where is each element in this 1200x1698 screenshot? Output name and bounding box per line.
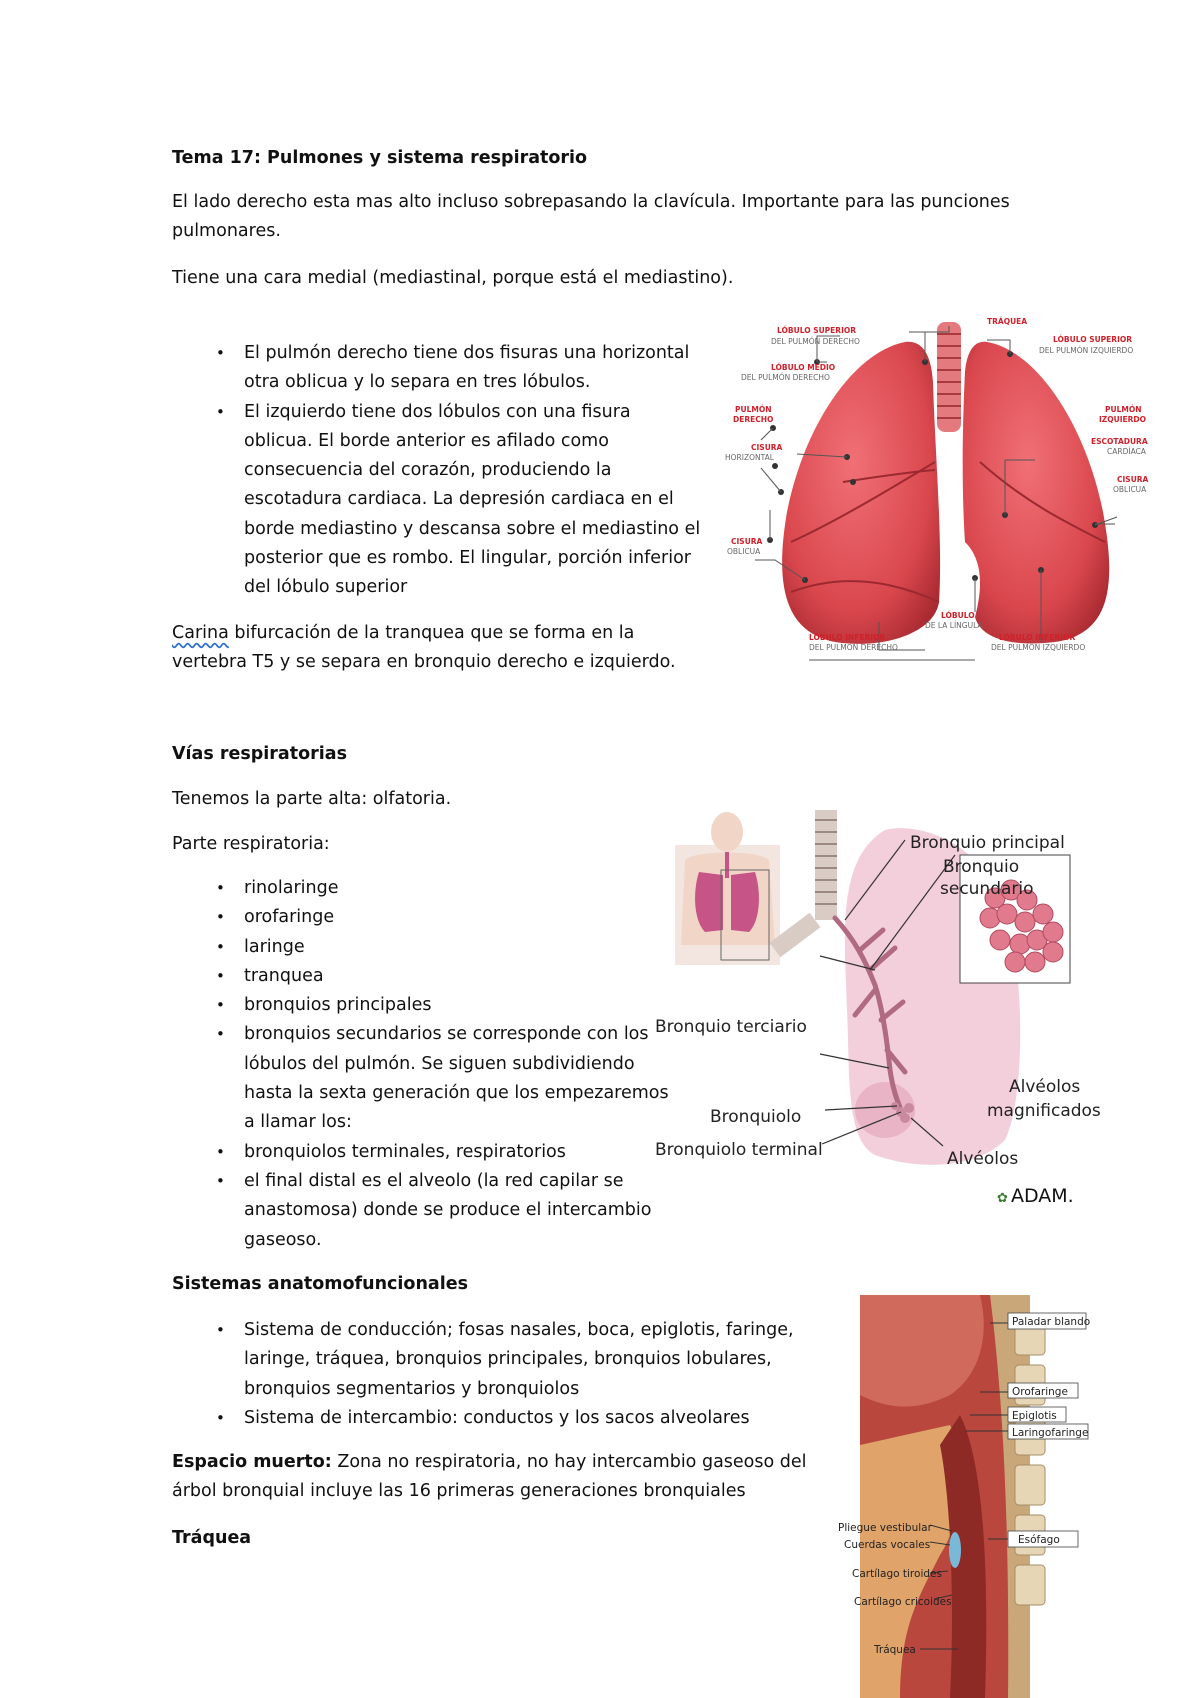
right-lung-shape: [782, 342, 940, 644]
label-lobulo-medio-2: DEL PULMÓN DERECHO: [741, 373, 830, 382]
label-alveolos: Alvéolos: [947, 1149, 1019, 1169]
bullet-icon: •: [216, 344, 225, 362]
label-cisura-horizontal: CISURA: [751, 443, 783, 452]
trachea-shape: [775, 810, 837, 950]
larynx-section-diagram: [840, 1295, 1160, 1698]
label-pulmon-derecho-2: DERECHO: [733, 415, 774, 424]
bullet-icon: •: [216, 908, 225, 927]
sistemas-heading: Sistemas anatomofuncionales: [172, 1274, 469, 1294]
list-item: • tranquea: [172, 962, 672, 991]
vias-alta-paragraph: Tenemos la parte alta: olfatoria.: [172, 789, 452, 809]
bullet-icon: •: [216, 1408, 225, 1427]
bullet-icon: •: [216, 996, 225, 1015]
espacio-muerto-term: Espacio muerto:: [172, 1452, 332, 1472]
left-lung-shape: [963, 342, 1110, 644]
label-bronquio-principal: Bronquio principal: [910, 833, 1065, 853]
label-bronquiolo: Bronquiolo: [710, 1107, 802, 1127]
respiratory-bullet-list: [172, 874, 672, 1255]
intro-paragraph-2: Tiene una cara medial (mediastinal, porque está el mediastino).: [172, 268, 734, 288]
label-traquea: Tráquea: [874, 1644, 916, 1656]
lung-bullet-list: [172, 339, 702, 603]
list-item: • bronquiolos terminales, respiratorios: [172, 1138, 672, 1167]
label-inferior-izq: LÓBULO INFERIOR: [999, 633, 1076, 642]
bullet-icon: •: [216, 1142, 225, 1161]
bullet-icon: •: [216, 879, 225, 897]
label-lobulo-medio: LÓBULO MEDIO: [771, 363, 836, 372]
label-lobulo-superior-izq-2: DEL PULMÓN IZQUIERDO: [1039, 346, 1134, 355]
label-inferior-der-2: DEL PULMÓN DERECHO: [809, 643, 898, 652]
vocal-fold-shape: [949, 1532, 961, 1568]
vias-heading: Vías respiratorias: [172, 744, 347, 764]
label-pliegue-vestibular: Pliegue vestibular: [838, 1522, 932, 1534]
label-pulmon-izquierdo-2: IZQUIERDO: [1099, 415, 1146, 424]
label-bronquio-secundario-2: secundario: [940, 879, 1034, 899]
torso-thumbnail: [675, 812, 780, 965]
label-cisura-oblicua-der-2: OBLICUA: [727, 547, 761, 556]
list-item: • rinolaringe: [172, 874, 672, 903]
label-lingula: LÓBULO: [941, 611, 975, 620]
espacio-muerto-paragraph: Espacio muerto: Zona no respiratoria, no hay intercambio gaseoso del árbol bronquial incluye las 16 primeras generaciones bronquiales: [172, 1452, 807, 1501]
bullet-icon: •: [216, 937, 225, 956]
list-item: • El izquierdo tiene dos lóbulos con una fisura oblicua. El borde anterior es afilado como consecuencia del corazón, produciendo la escotadura cardiaca. La depresión cardiaca en el borde mediastino y descansa sobre el mediastino el posterior que es rombo. El lingular, porción inferior del lóbulo superior: [172, 398, 702, 603]
vias-respiratoria-paragraph: Parte respiratoria:: [172, 834, 330, 854]
intro-paragraph-1: El lado derecho esta mas alto incluso sobrepasando la clavícula. Importante para las punciones pulmonares.: [172, 192, 1010, 241]
label-cuerdas-vocales: Cuerdas vocales: [844, 1539, 931, 1551]
bullet-icon: •: [216, 402, 225, 421]
label-laringofaringe: Laringofaringe: [1012, 1427, 1089, 1439]
label-cartilago-cricoides: Cartílago cricoides: [854, 1596, 952, 1608]
list-item: • El pulmón derecho tiene dos fisuras una horizontal otra oblicua y lo separa en tres lóbulos.: [172, 339, 702, 398]
label-cisura-oblicua-der: CISURA: [731, 537, 763, 546]
label-cisura-oblicua-izq-2: OBLICUA: [1113, 485, 1147, 494]
list-item: • bronquios secundarios se corresponde con los lóbulos del pulmón. Se siguen subdividiendo hasta la sexta generación que los empezaremos a llamar los:: [172, 1020, 672, 1137]
label-alveolos-magnificados-1: Alvéolos: [1009, 1077, 1081, 1097]
label-escotadura: ESCOTADURA: [1091, 437, 1148, 446]
label-cartilago-tiroides: Cartílago tiroides: [852, 1568, 942, 1580]
label-orofaringe: Orofaringe: [1012, 1386, 1068, 1398]
label-bronquio-secundario-1: Bronquio: [943, 857, 1020, 877]
label-inferior-der: LÓBULO INFERIOR: [809, 633, 886, 642]
list-item: • orofaringe: [172, 903, 672, 932]
label-alveolos-magnificados-2: magnificados: [987, 1101, 1101, 1121]
carina-term: Carina: [172, 623, 229, 643]
label-lobulo-superior-der: LÓBULO SUPERIOR: [777, 326, 857, 335]
bullet-icon: •: [216, 1025, 225, 1044]
carina-paragraph: Carina bifurcación de la tranquea que se forma en la vertebra T5 y se separa en bronquio derecho e izquierdo.: [172, 623, 676, 672]
bullet-icon: •: [216, 1171, 225, 1190]
label-traquea: TRÁQUEA: [987, 317, 1028, 326]
trachea-shape: [937, 322, 961, 432]
page-title: Tema 17: Pulmones y sistema respiratorio: [172, 148, 588, 168]
lungs-diagram: [725, 312, 1165, 672]
list-item: • el final distal es el alveolo (la red capilar se anastomosa) donde se produce el intercambio gaseoso.: [172, 1167, 672, 1255]
label-lobulo-superior-der-2: DEL PULMÓN DERECHO: [771, 337, 860, 346]
label-inferior-izq-2: DEL PULMÓN IZQUIERDO: [991, 643, 1086, 652]
label-lobulo-superior-izq: LÓBULO SUPERIOR: [1053, 335, 1133, 344]
label-bronquiolo-terminal: Bronquiolo terminal: [655, 1140, 823, 1160]
list-item: • laringe: [172, 933, 672, 962]
list-item: • Sistema de intercambio: conductos y los sacos alveolares: [172, 1404, 852, 1433]
traquea-heading: Tráquea: [172, 1528, 252, 1548]
list-item: • bronquios principales: [172, 991, 672, 1020]
label-paladar-blando: Paladar blando: [1012, 1316, 1091, 1328]
label-pulmon-derecho: PULMÓN: [735, 405, 772, 414]
sistemas-bullet-list: [172, 1316, 852, 1433]
logo-text: ADAM.: [1011, 1185, 1074, 1207]
label-bronquio-terciario: Bronquio terciario: [655, 1017, 807, 1037]
adam-logo: [997, 1185, 1074, 1207]
label-epiglotis: Epiglotis: [1012, 1410, 1057, 1422]
label-esofago: Esófago: [1018, 1534, 1060, 1546]
bullet-icon: •: [216, 966, 225, 985]
label-pulmon-izquierdo: PULMÓN: [1105, 405, 1142, 414]
label-cisura-oblicua-izq: CISURA: [1117, 475, 1149, 484]
bronchial-tree-diagram: [655, 810, 1170, 1210]
leaf-icon: ✿: [997, 1191, 1008, 1206]
bullet-icon: •: [216, 1321, 225, 1339]
label-lingula-2: DE LA LÍNGULA: [925, 621, 983, 630]
label-cisura-horizontal-2: HORIZONTAL: [725, 453, 774, 462]
label-escotadura-2: CARDÍACA: [1107, 447, 1146, 456]
list-item: • Sistema de conducción; fosas nasales, boca, epiglotis, faringe, laringe, tráquea, bronquios principales, bronquios lobulares, bronquios segmentarios y bronquiolos: [172, 1316, 852, 1404]
